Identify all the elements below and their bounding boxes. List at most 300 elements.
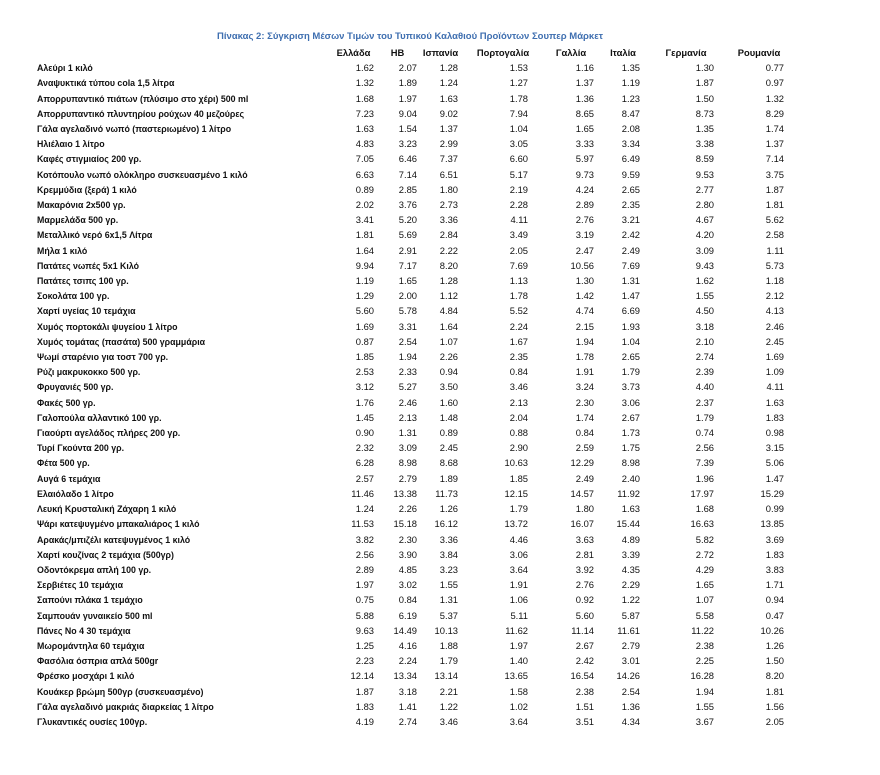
price-cell: 1.50	[765, 655, 784, 667]
price-cell: 1.67	[509, 335, 528, 347]
price-cell: 1.19	[355, 275, 374, 287]
price-cell: 1.94	[575, 335, 594, 347]
price-cell: 4.29	[695, 563, 714, 575]
price-cell: 7.37	[439, 153, 458, 165]
price-cell: 2.25	[695, 655, 714, 667]
price-cell: 3.69	[765, 533, 784, 545]
price-cell: 4.89	[621, 533, 640, 545]
table-row	[37, 288, 792, 303]
table-row	[37, 410, 792, 425]
price-cell: 1.93	[621, 320, 640, 332]
price-cell: 2.54	[621, 685, 640, 697]
price-cell: 1.56	[765, 700, 784, 712]
product-name: Τυρί Γκούντα 200 γρ.	[37, 442, 125, 454]
price-cell: 1.25	[355, 639, 374, 651]
price-cell: 4.74	[575, 305, 594, 317]
header-country: Ιταλία	[610, 47, 636, 58]
price-cell: 4.34	[621, 715, 640, 727]
price-cell: 1.07	[695, 594, 714, 606]
price-cell: 1.65	[695, 579, 714, 591]
price-cell: 11.46	[351, 487, 374, 499]
price-cell: 1.51	[575, 700, 594, 712]
price-cell: 2.49	[621, 244, 640, 256]
price-cell: 3.46	[509, 381, 528, 393]
price-cell: 0.97	[765, 77, 784, 89]
price-cell: 9.53	[695, 168, 714, 180]
price-cell: 1.06	[509, 594, 528, 606]
price-cell: 2.76	[575, 214, 594, 226]
table-row	[37, 379, 792, 394]
table-row	[37, 623, 792, 638]
price-cell: 1.54	[398, 123, 417, 135]
price-cell: 1.13	[509, 275, 528, 287]
price-cell: 7.39	[695, 457, 714, 469]
table-row	[37, 121, 792, 136]
price-cell: 2.35	[509, 351, 528, 363]
product-name: Σαπούνι πλάκα 1 τεμάχιο	[37, 594, 143, 606]
price-cell: 0.90	[355, 427, 374, 439]
header-product	[37, 45, 329, 60]
price-cell: 13.85	[760, 518, 784, 530]
table-row	[37, 699, 792, 714]
price-cell: 2.74	[695, 351, 714, 363]
price-cell: 3.73	[621, 381, 640, 393]
price-cell: 2.13	[509, 396, 528, 408]
price-cell: 1.18	[765, 275, 784, 287]
table-row	[37, 714, 792, 729]
price-cell: 11.73	[435, 487, 458, 499]
price-cell: 3.36	[439, 533, 458, 545]
price-cell: 2.45	[439, 442, 458, 454]
price-cell: 12.14	[350, 670, 374, 682]
price-cell: 1.79	[439, 655, 458, 667]
product-name: Γαλοπούλα αλλαντικό 100 γρ.	[37, 411, 162, 423]
price-cell: 1.64	[439, 320, 458, 332]
price-cell: 1.89	[398, 77, 417, 89]
price-cell: 1.87	[695, 77, 714, 89]
product-name: Γάλα αγελαδινό μακριάς διαρκείας 1 λίτρο	[37, 700, 214, 712]
price-cell: 14.49	[393, 624, 417, 636]
table-row	[37, 395, 792, 410]
price-cell: 1.24	[355, 503, 374, 515]
table-row	[37, 516, 792, 531]
price-cell: 5.60	[355, 305, 374, 317]
table-row	[37, 532, 792, 547]
price-cell: 2.08	[621, 123, 640, 135]
price-cell: 1.91	[575, 366, 594, 378]
price-cell: 2.15	[575, 320, 594, 332]
price-cell: 1.28	[439, 275, 458, 287]
price-cell: 3.23	[398, 138, 417, 150]
price-cell: 2.04	[509, 411, 528, 423]
table-row	[37, 91, 792, 106]
header-country: Γαλλία	[555, 47, 587, 58]
table-row	[37, 440, 792, 455]
price-cell: 3.09	[398, 442, 417, 454]
price-cell: 8.59	[695, 153, 714, 165]
table-row	[37, 106, 792, 121]
price-cell: 5.20	[398, 214, 417, 226]
price-cell: 4.11	[510, 214, 528, 226]
price-cell: 2.35	[621, 199, 640, 211]
price-cell: 8.98	[398, 457, 417, 469]
table-row	[37, 167, 792, 182]
table-row	[37, 136, 792, 151]
price-cell: 1.94	[695, 685, 714, 697]
price-cell: 14.26	[616, 670, 640, 682]
price-cell: 1.16	[575, 62, 594, 74]
header-country: Πορτογαλία	[476, 47, 530, 58]
price-cell: 1.69	[355, 320, 374, 332]
price-cell: 1.02	[509, 700, 528, 712]
price-cell: 8.65	[575, 107, 594, 119]
price-cell: 13.34	[393, 670, 417, 682]
price-cell: 3.06	[509, 548, 528, 560]
price-cell: 2.57	[355, 472, 374, 484]
price-cell: 3.21	[621, 214, 640, 226]
header-country: Ελλάδα	[336, 47, 371, 58]
price-cell: 11.62	[505, 624, 528, 636]
price-cell: 4.20	[695, 229, 714, 241]
table-row	[37, 319, 792, 334]
price-cell: 7.14	[765, 153, 784, 165]
price-cell: 8.29	[765, 107, 784, 119]
price-cell: 5.60	[575, 609, 594, 621]
price-cell: 13.14	[434, 670, 458, 682]
price-cell: 4.85	[398, 563, 417, 575]
price-cell: 0.84	[575, 427, 594, 439]
table-row	[37, 471, 792, 486]
price-cell: 3.63	[575, 533, 594, 545]
price-cell: 2.47	[575, 244, 594, 256]
price-cell: 5.62	[765, 214, 784, 226]
price-cell: 1.37	[439, 123, 458, 135]
table-row	[37, 577, 792, 592]
price-cell: 1.55	[695, 290, 714, 302]
price-cell: 2.29	[621, 579, 640, 591]
price-cell: 1.88	[439, 639, 458, 651]
price-cell: 2.30	[398, 533, 417, 545]
price-cell: 3.76	[398, 199, 417, 211]
product-name: Μήλα 1 κιλό	[37, 244, 88, 256]
product-name: Απορρυπαντικό πλυντηρίου ρούχων 40 μεζούρες	[37, 107, 245, 119]
price-cell: 1.65	[575, 123, 594, 135]
price-cell: 0.98	[765, 427, 784, 439]
price-cell: 4.16	[398, 639, 417, 651]
price-cell: 11.53	[351, 518, 374, 530]
price-cell: 2.12	[765, 290, 784, 302]
price-cell: 2.26	[398, 503, 417, 515]
price-cell: 2.53	[355, 366, 374, 378]
price-cell: 1.83	[765, 411, 784, 423]
price-cell: 0.88	[509, 427, 528, 439]
price-cell: 1.24	[439, 77, 458, 89]
price-cell: 5.11	[510, 609, 528, 621]
price-cell: 2.05	[509, 244, 528, 256]
price-cell: 8.20	[765, 670, 784, 682]
price-cell: 0.84	[398, 594, 417, 606]
price-cell: 3.49	[509, 229, 528, 241]
product-name: Μεταλλικό νερό 6x1,5 Λίτρα	[37, 229, 153, 241]
price-cell: 2.80	[695, 199, 714, 211]
table-row	[37, 349, 792, 364]
price-cell: 16.07	[570, 518, 594, 530]
price-cell: 3.92	[575, 563, 594, 575]
price-cell: 1.63	[621, 503, 640, 515]
price-cell: 1.94	[398, 351, 417, 363]
price-cell: 3.67	[695, 715, 714, 727]
price-cell: 2.67	[621, 411, 640, 423]
price-cell: 0.87	[355, 335, 374, 347]
price-cell: 1.41	[398, 700, 417, 712]
price-cell: 2.02	[355, 199, 374, 211]
price-cell: 1.37	[765, 138, 784, 150]
price-cell: 1.32	[765, 92, 784, 104]
price-cell: 11.22	[691, 624, 714, 636]
price-cell: 3.75	[765, 168, 784, 180]
price-cell: 6.51	[439, 168, 458, 180]
price-cell: 2.45	[765, 335, 784, 347]
price-cell: 1.35	[695, 123, 714, 135]
product-name: Γιαούρτι αγελάδος πλήρες 200 γρ.	[37, 427, 181, 439]
price-cell: 2.37	[695, 396, 714, 408]
price-cell: 1.48	[439, 411, 458, 423]
price-cell: 5.82	[695, 533, 714, 545]
price-cell: 1.36	[575, 92, 594, 104]
price-cell: 2.24	[509, 320, 528, 332]
price-cell: 9.43	[695, 259, 714, 271]
price-cell: 2.59	[575, 442, 594, 454]
price-cell: 1.63	[765, 396, 784, 408]
price-cell: 2.90	[509, 442, 528, 454]
price-cell: 1.79	[621, 366, 640, 378]
product-name: Χαρτί υγείας 10 τεμάχια	[37, 305, 136, 317]
price-cell: 1.23	[621, 92, 640, 104]
price-cell: 15.29	[760, 487, 784, 499]
header-country: ΗΒ	[390, 47, 405, 58]
product-name: Φέτα 500 γρ.	[37, 457, 90, 469]
price-cell: 2.85	[398, 183, 417, 195]
price-cell: 2.99	[439, 138, 458, 150]
table-row	[37, 562, 792, 577]
table-row	[37, 243, 792, 258]
price-cell: 2.49	[575, 472, 594, 484]
price-cell: 2.54	[398, 335, 417, 347]
price-cell: 1.83	[765, 548, 784, 560]
price-cell: 2.38	[695, 639, 714, 651]
price-cell: 1.91	[509, 579, 528, 591]
price-cell: 3.90	[398, 548, 417, 560]
table-row	[37, 668, 792, 683]
price-cell: 2.19	[509, 183, 528, 195]
price-cell: 9.73	[575, 168, 594, 180]
header-country: Ισπανία	[422, 47, 459, 58]
product-name: Φρυγανιές 500 γρ.	[37, 381, 114, 393]
price-cell: 1.74	[765, 123, 784, 135]
table-row	[37, 455, 792, 470]
price-cell: 1.68	[355, 92, 374, 104]
price-cell: 2.42	[575, 655, 594, 667]
price-cell: 1.45	[355, 411, 374, 423]
price-cell: 1.85	[509, 472, 528, 484]
price-cell: 1.58	[509, 685, 528, 697]
product-name: Χυμός τομάτας (πασάτα) 500 γραμμάρια	[37, 335, 206, 347]
price-cell: 1.28	[439, 62, 458, 74]
price-cell: 1.04	[509, 123, 528, 135]
price-cell: 1.63	[355, 123, 374, 135]
price-cell: 3.51	[575, 715, 594, 727]
price-cell: 1.07	[439, 335, 458, 347]
price-cell: 1.30	[695, 62, 714, 74]
price-cell: 2.26	[439, 351, 458, 363]
table-row	[37, 547, 792, 562]
price-cell: 1.64	[355, 244, 374, 256]
product-name: Αλεύρι 1 κιλό	[37, 62, 93, 74]
product-name: Κρεμμύδια (ξερά) 1 κιλό	[37, 183, 137, 195]
product-name: Πάνες Νο 4 30 τεμάχια	[37, 624, 131, 636]
price-cell: 1.12	[439, 290, 458, 302]
product-name: Κουάκερ βρώμη 500γρ (συσκευασμένο)	[37, 685, 204, 697]
price-cell: 14.57	[570, 487, 594, 499]
table-row	[37, 608, 792, 623]
price-cell: 2.40	[621, 472, 640, 484]
price-cell: 3.34	[621, 138, 640, 150]
price-cell: 4.83	[355, 138, 374, 150]
price-cell: 6.60	[509, 153, 528, 165]
price-cell: 11.61	[617, 624, 640, 636]
price-cell: 0.75	[355, 594, 374, 606]
product-name: Φακές 500 γρ.	[37, 396, 96, 408]
price-cell: 2.28	[509, 199, 528, 211]
price-cell: 6.49	[621, 153, 640, 165]
table-row	[37, 653, 792, 668]
table-row	[37, 592, 792, 607]
table-row	[37, 212, 792, 227]
price-cell: 1.89	[439, 472, 458, 484]
price-cell: 10.56	[570, 259, 594, 271]
price-cell: 6.69	[621, 305, 640, 317]
price-cell: 7.23	[355, 107, 374, 119]
product-name: Αναψυκτικά τύπου cola 1,5 λίτρα	[37, 77, 175, 89]
price-cell: 1.22	[621, 594, 640, 606]
price-cell: 1.68	[695, 503, 714, 515]
price-cell: 1.81	[765, 685, 784, 697]
price-cell: 1.79	[509, 503, 528, 515]
table-row	[37, 227, 792, 242]
price-cell: 3.84	[439, 548, 458, 560]
price-cell: 2.46	[765, 320, 784, 332]
product-name: Χαρτί κουζίνας 2 τεμάχια (500γρ)	[37, 548, 174, 560]
price-cell: 2.84	[439, 229, 458, 241]
price-cell: 2.79	[621, 639, 640, 651]
price-cell: 2.13	[398, 411, 417, 423]
table-row	[37, 364, 792, 379]
price-cell: 3.39	[621, 548, 640, 560]
price-cell: 4.19	[355, 715, 374, 727]
price-cell: 0.92	[575, 594, 594, 606]
price-cell: 8.98	[621, 457, 640, 469]
price-cell: 7.05	[355, 153, 374, 165]
price-cell: 5.69	[398, 229, 417, 241]
price-cell: 2.33	[398, 366, 417, 378]
price-cell: 1.87	[355, 685, 374, 697]
price-cell: 1.73	[621, 427, 640, 439]
price-cell: 1.81	[355, 229, 374, 241]
price-cell: 1.35	[621, 62, 640, 74]
product-name: Ελαιόλαδο 1 λίτρο	[37, 487, 114, 499]
price-cell: 5.87	[621, 609, 640, 621]
price-cell: 0.94	[439, 366, 458, 378]
price-cell: 5.52	[509, 305, 528, 317]
price-cell: 3.09	[695, 244, 714, 256]
price-cell: 16.12	[434, 518, 458, 530]
price-cell: 2.65	[621, 183, 640, 195]
price-cell: 4.67	[695, 214, 714, 226]
header-row	[37, 45, 792, 60]
price-cell: 1.62	[695, 275, 714, 287]
price-cell: 3.06	[621, 396, 640, 408]
price-cell: 5.88	[355, 609, 374, 621]
price-cell: 1.97	[355, 579, 374, 591]
price-cell: 1.29	[355, 290, 374, 302]
price-cell: 10.63	[504, 457, 528, 469]
table-row	[37, 425, 792, 440]
product-name: Φασόλια όσπρια απλά 500gr	[37, 655, 159, 667]
price-cell: 0.99	[765, 503, 784, 515]
price-cell: 1.22	[439, 700, 458, 712]
price-cell: 2.39	[695, 366, 714, 378]
price-cell: 1.26	[765, 639, 784, 651]
price-cell: 5.58	[695, 609, 714, 621]
price-cell: 2.89	[355, 563, 374, 575]
price-cell: 1.96	[695, 472, 714, 484]
product-name: Μαρμελάδα 500 γρ.	[37, 214, 119, 226]
price-cell: 2.46	[398, 396, 417, 408]
price-cell: 0.94	[765, 594, 784, 606]
table-row	[37, 334, 792, 349]
price-cell: 3.02	[398, 579, 417, 591]
product-name: Ψωμί σταρένιο για τοστ 700 γρ.	[37, 351, 169, 363]
price-cell: 5.73	[765, 259, 784, 271]
price-cell: 2.30	[575, 396, 594, 408]
price-cell: 1.76	[355, 396, 374, 408]
product-name: Αυγά 6 τεμάχια	[37, 472, 101, 484]
price-cell: 5.37	[439, 609, 458, 621]
price-cell: 1.50	[695, 92, 714, 104]
table-body	[37, 60, 792, 729]
price-cell: 9.04	[398, 107, 417, 119]
price-cell: 9.02	[439, 107, 458, 119]
price-cell: 1.55	[439, 579, 458, 591]
product-name: Πατάτες τσιπς 100 γρ.	[37, 275, 129, 287]
price-cell: 5.97	[575, 153, 594, 165]
price-cell: 2.07	[398, 62, 417, 74]
product-name: Γάλα αγελαδινό νωπό (παστεριωμένο) 1 λίτρο	[37, 123, 232, 135]
price-cell: 2.91	[398, 244, 417, 256]
price-cell: 2.89	[575, 199, 594, 211]
product-name: Ψάρι κατεψυγμένο μπακαλιάρος 1 κιλό	[37, 518, 200, 530]
table-row	[37, 75, 792, 90]
table-row	[37, 684, 792, 699]
product-name: Οδοντόκρεμα απλή 100 γρ.	[37, 563, 152, 575]
price-cell: 10.13	[434, 624, 458, 636]
price-cell: 7.17	[398, 259, 417, 271]
price-cell: 1.80	[439, 183, 458, 195]
price-cell: 0.89	[355, 183, 374, 195]
price-cell: 15.44	[616, 518, 640, 530]
price-cell: 2.56	[355, 548, 374, 560]
table-title: Πίνακας 2: Σύγκριση Μέσων Τιμών του Τυπικού Καλαθιού Προϊόντων Σουπερ Μάρκετ	[217, 31, 603, 42]
